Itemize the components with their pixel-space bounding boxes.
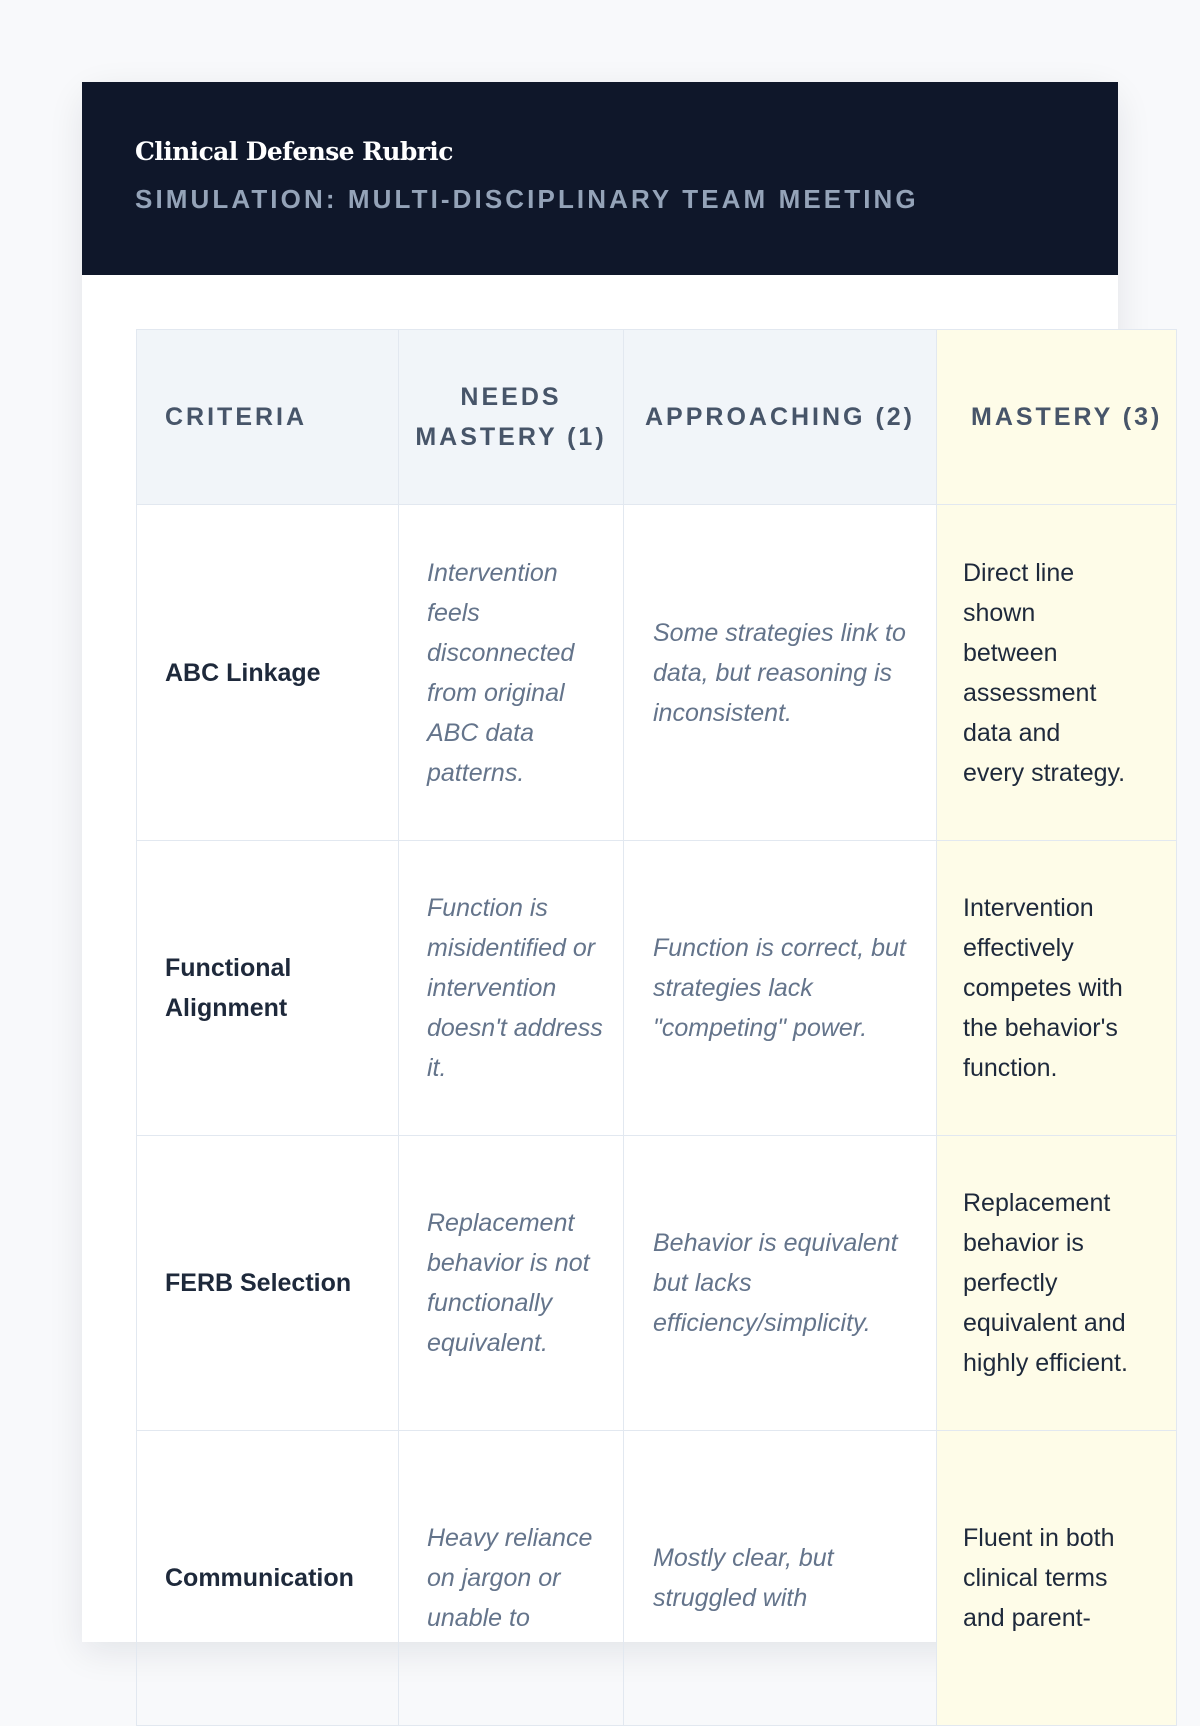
column-header-mastery — [937, 330, 1177, 505]
rubric-subtitle: SIMULATION: MULTI-DISCIPLINARY TEAM MEETING — [135, 184, 919, 214]
needs-mastery-cell: Intervention feels disconnected from original ABC data patterns. — [399, 505, 624, 841]
criteria-cell: FERB Selection — [137, 1136, 399, 1431]
criteria-cell: ABC Linkage — [137, 505, 399, 841]
mastery-cell: Fluent in both clinical terms and parent- — [937, 1431, 1177, 1726]
rubric-header — [82, 82, 1118, 275]
rubric-table — [136, 329, 1177, 1726]
approaching-cell: Some strategies link to data, but reasoning is inconsistent. — [624, 505, 937, 841]
approaching-cell: Function is correct, but strategies lack "competing" power. — [624, 841, 937, 1136]
table-header-row — [137, 330, 1177, 505]
column-header-criteria: CRITERIA — [137, 330, 399, 505]
table-row — [137, 505, 1177, 841]
mastery-cell: Intervention effectively competes with the behavior's function. — [937, 841, 1177, 1136]
table-row — [137, 841, 1177, 1136]
rubric-title: Clinical Defense Rubric — [135, 137, 453, 166]
column-header-needs-mastery: NEEDS MASTERY (1) — [399, 330, 624, 505]
criteria-cell: Functional Alignment — [137, 841, 399, 1136]
column-header-mastery-label: MASTERY (3) — [971, 403, 1163, 431]
table-row — [137, 1431, 1177, 1726]
needs-mastery-cell: Replacement behavior is not functionally equivalent. — [399, 1136, 624, 1431]
mastery-cell: Direct line shown between assessment data and every strategy. — [937, 505, 1177, 841]
criteria-cell: Communication — [137, 1431, 399, 1726]
needs-mastery-cell: Function is misidentified or intervention doesn't address it. — [399, 841, 624, 1136]
approaching-cell: Behavior is equivalent but lacks efficiency/simplicity. — [624, 1136, 937, 1431]
needs-mastery-cell: Heavy reliance on jargon or unable to — [399, 1431, 624, 1726]
column-header-approaching: APPROACHING (2) — [624, 330, 937, 505]
rubric-table-container[interactable] — [136, 329, 1163, 1649]
table-row — [137, 1136, 1177, 1431]
mastery-cell: Replacement behavior is perfectly equivalent and highly efficient. — [937, 1136, 1177, 1431]
rubric-card — [82, 82, 1163, 1642]
approaching-cell: Mostly clear, but struggled with — [624, 1431, 937, 1726]
